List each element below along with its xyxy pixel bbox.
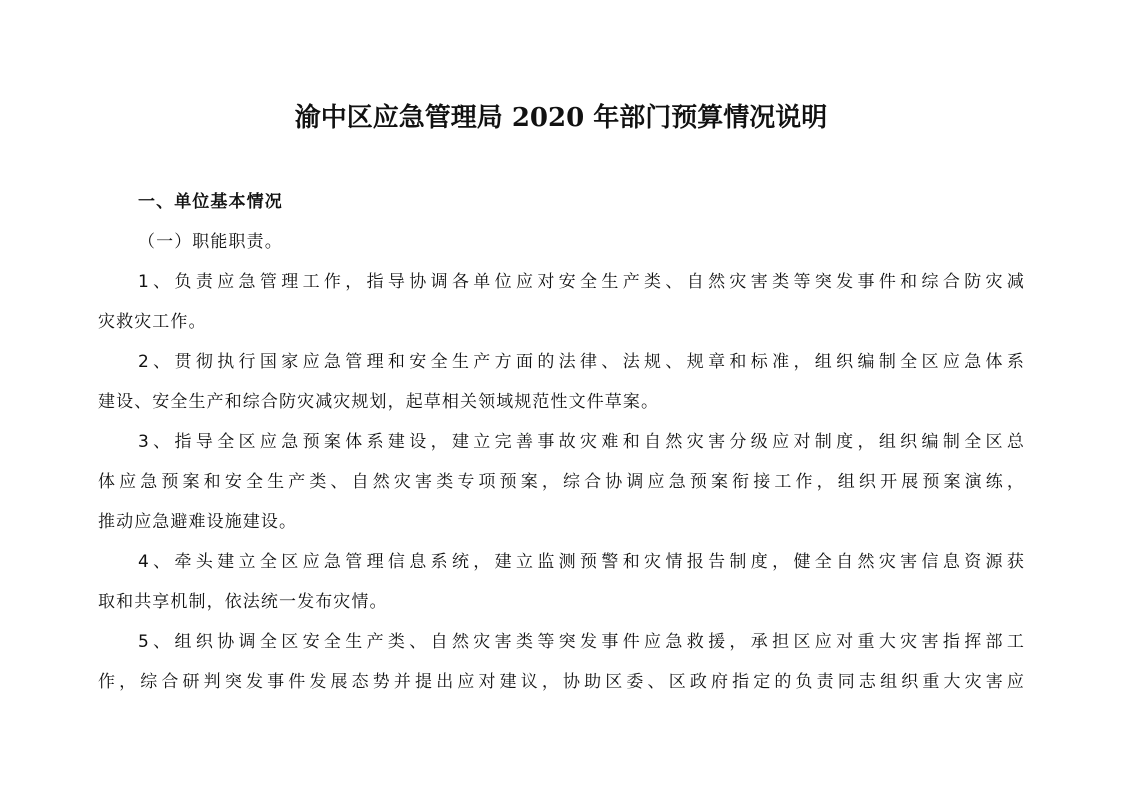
paragraph-2 — [98, 342, 1025, 422]
document-body — [98, 182, 1025, 702]
paragraph-1 — [98, 262, 1025, 342]
paragraph-line: 建设、安全生产和综合防灾减灾规划，起草相关领域规范性文件草案。 — [98, 392, 660, 412]
subsection-heading: （一）职能职责。 — [138, 232, 283, 252]
paragraph-line: 作，综合研判突发事件发展态势并提出应对建议，协助区委、区政府指定的负责同志组织重大灾害应 — [98, 672, 1025, 692]
paragraph-3 — [98, 422, 1025, 542]
paragraph-line: 1、负责应急管理工作，指导协调各单位应对安全生产类、自然灾害类等突发事件和综合防灾减 — [138, 272, 1025, 292]
section-heading: 一、单位基本情况 — [138, 192, 283, 212]
paragraph-line: 2、贯彻执行国家应急管理和安全生产方面的法律、法规、规章和标准，组织编制全区应急体系 — [138, 352, 1025, 372]
paragraph-line: 5、组织协调全区安全生产类、自然灾害类等突发事件应急救援，承担区应对重大灾害指挥部工 — [138, 632, 1025, 652]
paragraph-line: 取和共享机制，依法统一发布灾情。 — [98, 592, 388, 612]
paragraph-line: 推动应急避难设施建设。 — [98, 512, 298, 532]
paragraph-line: 3、指导全区应急预案体系建设，建立完善事故灾难和自然灾害分级应对制度，组织编制全区总 — [138, 432, 1025, 452]
document-title: 渝中区应急管理局 2020 年部门预算情况说明 — [294, 103, 828, 133]
paragraph-line: 体应急预案和安全生产类、自然灾害类专项预案，综合协调应急预案衔接工作，组织开展预案演练， — [98, 472, 1025, 492]
paragraph-5 — [98, 622, 1025, 702]
paragraph-4 — [98, 542, 1025, 622]
paragraph-line: 灾救灾工作。 — [98, 312, 207, 332]
paragraph-line: 4、牵头建立全区应急管理信息系统，建立监测预警和灾情报告制度，健全自然灾害信息资源获 — [138, 552, 1025, 572]
